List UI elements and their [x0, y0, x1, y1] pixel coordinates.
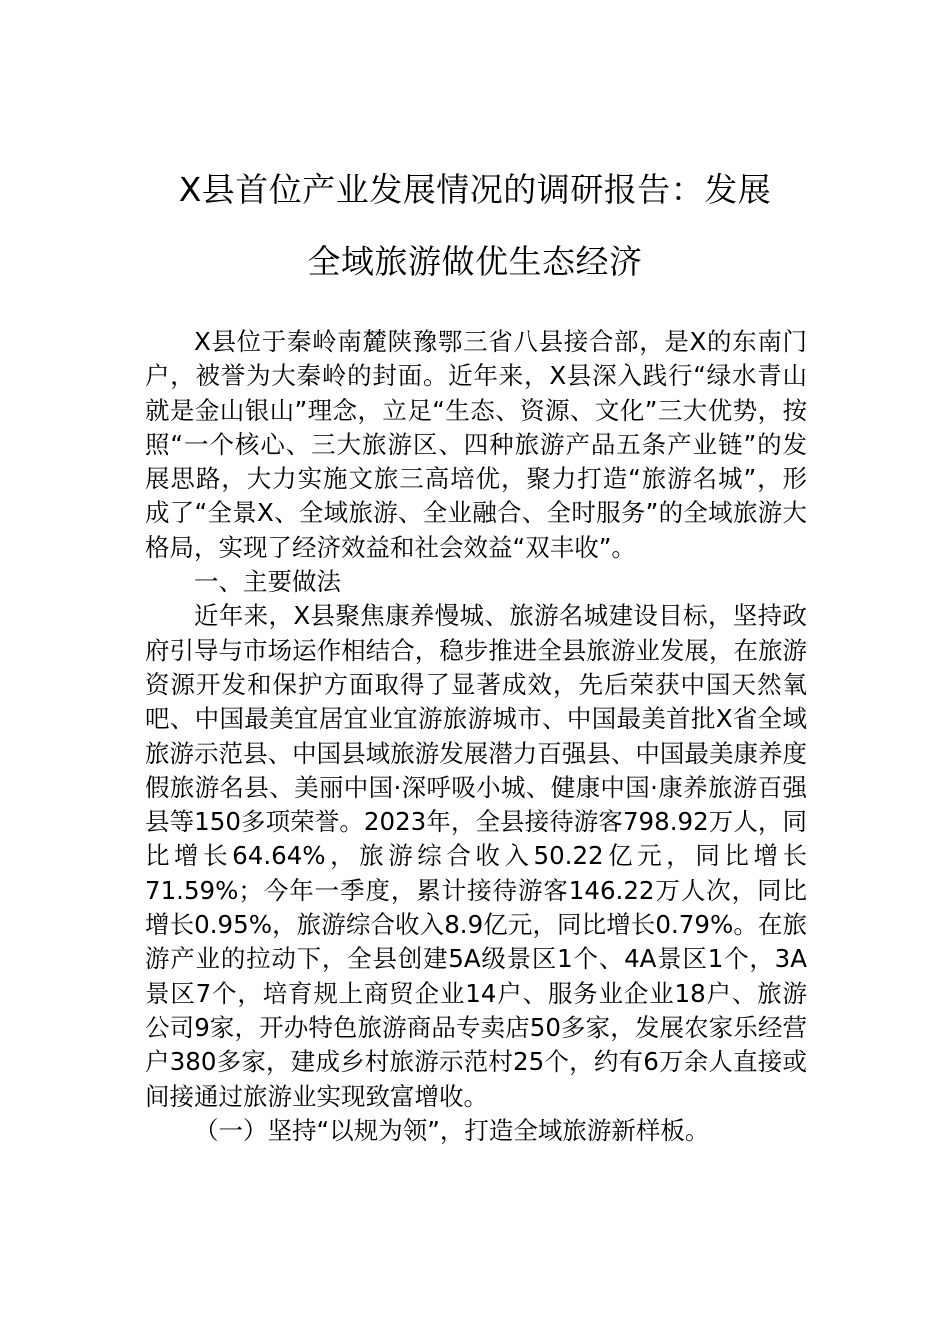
title-line-2: 全域旅游做优生态经济 — [307, 242, 643, 281]
title-line-1: X县首位产业发展情况的调研报告：发展 — [178, 170, 772, 209]
subsection-heading-planning: （一）坚持“以规为领”，打造全域旅游新样板。 — [194, 1115, 710, 1145]
intro-paragraph: X县位于秦岭南麓陕豫鄂三省八县接合部，是X的东南门户，被誉为大秦岭的封面。近年来，X县深入践行“绿水青山就是金山银山”理念，立足“生态、资源、文化”三大优势，按照“一个核心、三大旅游区、四种旅游产品五条产业链”的发展思路，大力实施文旅三高培优，聚力打造“旅游名城”，形成了“全景X、全域旅游、全业融合、全时服务”的全域旅游大格局，实现了经济效益和社会效益“双丰收”。 — [145, 327, 807, 562]
main-practices-paragraph: 近年来，X县聚焦康养慢城、旅游名城建设目标，坚持政府引导与市场运作相结合，稳步推进全县旅游业发展，在旅游资源开发和保护方面取得了显著成效，先后荣获中国天然氧吧、中国最美宜居宜业宜游旅游城市、中国最美首批X省全域旅游示范县、中国县域旅游发展潜力百强县、中国最美康养度假旅游名县、美丽中国·深呼吸小城、健康中国·康养旅游百强县等150多项荣誉。2023年，全县接待游客798.92万人，同比增长64.64%，旅游综合收入50.22亿元，同比增长71.59%；今年一季度，累计接待游客146.22万人次，同比增长0.95%，旅游综合收入8.9亿元，同比增长0.79%。在旅游产业的拉动下，全县创建5A级景区1个、4A景区1个，3A景区7个，培育规上商贸企业14户、服务业企业18户、旅游公司9家，开办特色旅游商品专卖店50多家，发展农家乐经营户380多家，建成乡村旅游示范村25个，约有6万余人直接或间接通过旅游业实现致富增收。 — [145, 601, 807, 1111]
document-body — [145, 325, 807, 1148]
document-title — [140, 154, 810, 298]
section-heading-main-practices: 一、主要做法 — [194, 567, 341, 597]
